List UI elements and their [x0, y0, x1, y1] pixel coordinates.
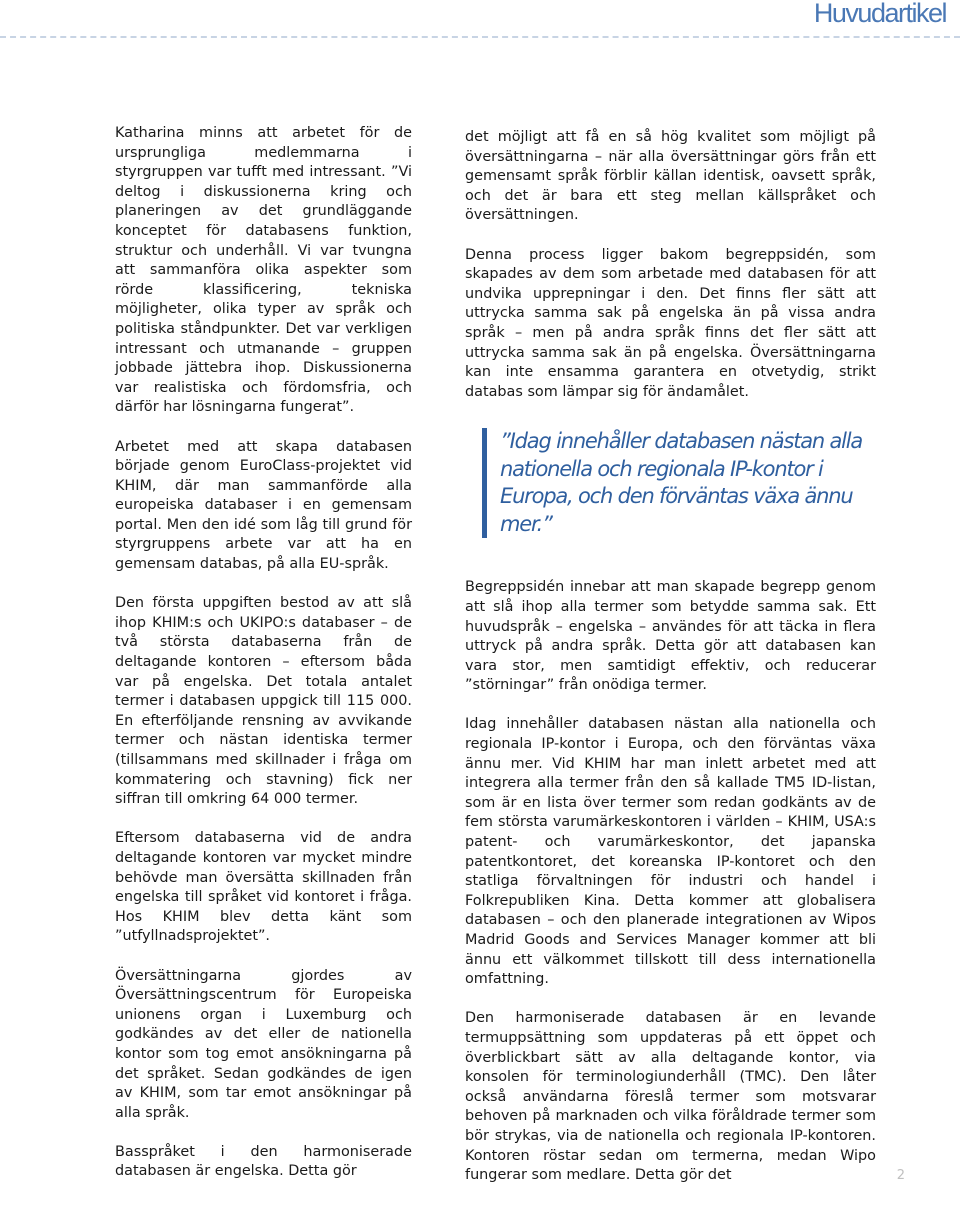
left-column — [115, 124, 412, 1202]
left-paragraph-4: Eftersom databaserna vid de andra deltagande kontoren var mycket mindre behövde man översätta skillnaden från engelska till språket vid kontoret i fråga. Hos KHIM blev detta känt som ”utfyllnadsprojektet”. — [115, 830, 412, 945]
left-paragraph-3: Den första uppgiften bestod av att slå ihop KHIM:s och UKIPO:s databaser – de två största databaserna från de deltagande kontoren – eftersom båda var på engelska. Det totala antalet termer i databasen uppgick till 115 000. En efterföljande rensning av avvikande termer och nästan identiska termer (tillsammans med skillnader i fråga om kommatering och stavning) fick ner siffran till omkring 64 000 termer. — [115, 595, 412, 808]
pull-quote: ”Idag innehåller databasen nästan alla nationella och regionala IP-kontor i Europa, och den förväntas växa ännu mer.” — [482, 428, 876, 538]
left-paragraph-1: Katharina minns att arbetet för de ursprungliga medlemmarna i styrgruppen var tufft med intressant. ”Vi deltog i diskussionerna kring och planeringen av det grundläggande konceptet för databasens funktion, struktur och underhåll. Vi var tvungna att sammanföra olika aspekter som rörde klassificering, tekniska möjligheter, olika typer av språk och politiska ståndpunkter. Det var verkligen intressant och utmanande – gruppen jobbade jättebra ihop. Diskussionerna var realistiska och fördomsfria, och därför har lösningarna fungerat”. — [115, 125, 412, 416]
section-title: Huvudartikel — [813, 0, 946, 28]
right-paragraph-5: Den harmoniserade databasen är en levande termuppsättning som uppdateras på ett öppet och överblickbart sätt av alla deltagande kontor, via konsolen för terminologiunderhåll (TMC). Den låter också användarna föreslå termer som motsvarar behoven på marknaden och vilka föråldrade termer som bör strykas, via de nationella och regionala IP-kontoren. Kontoren röstar sedan om termerna, medan Wipo fungerar som medlare. Detta gör det — [465, 1010, 876, 1184]
right-paragraph-1: det möjligt att få en så hög kvalitet som möjligt på översättningarna – när alla översättningar görs från ett gemensamt språk förblir källan identisk, oavsett språk, och det är bara ett steg mellan källspråket och översättningen. — [465, 129, 876, 224]
left-paragraph-5: Översättningarna gjordes av Översättningscentrum för Europeiska unionens organ i Luxemburg och godkändes av det eller de nationella kontor som tog emot ansökningarna på det språket. Sedan godkändes de igen av KHIM, som tar emot ansökningar på alla språk. — [115, 967, 412, 1121]
left-paragraph-6: Basspråket i den harmoniserade databasen är engelska. Detta gör — [115, 1143, 412, 1180]
right-paragraph-4: Idag innehåller databasen nästan alla nationella och regionala IP-kontor i Europa, och den förväntas växa ännu mer. Vid KHIM har man inlett arbetet med att integrera alla termer från den så kallade TM5 ID-listan, som är en lista över termer som redan godkänts av de fem största varumärkeskontoren i världen – KHIM, USA:s patent- och varumärkeskontor, det japanska patentkontoret, det koreanska IP-kontoret och den statliga förvaltningen för industri och handel i Folkrepubliken Kina. Detta kommer att globalisera databasen – och den planerade integrationen av Wipos Madrid Goods and Services Manager kommer att bli ännu ett välkommet tillskott till dess internationella omfattning. — [465, 716, 876, 988]
right-paragraph-3: Begreppsidén innebar att man skapade begrepp genom att slå ihop alla termer som betydde samma sak. Ett huvudspråk – engelska – användes för att täcka in flera uttryck på andra språk. Detta gör att databasen kan vara stor, men samtidigt effektiv, och reducerar ”störningar” från onödiga termer. — [465, 579, 876, 694]
right-paragraph-2: Denna process ligger bakom begreppsidén, som skapades av dem som arbetade med databasen för att undvika upprepningar i den. Det finns fler sätt att uttrycka samma sak på engelska än på vissa andra språk – men på andra språk finns det fler sätt att uttrycka samma sak än på engelska. Översättningarna kan inte ensamma garantera en otvetydig, strikt databas som lämpar sig för ändamålet. — [465, 246, 876, 400]
page-number: 2 — [896, 1168, 905, 1183]
left-paragraph-2: Arbetet med att skapa databasen började genom EuroClass-projektet vid KHIM, där man sammanförde alla europeiska databaser i en gemensam portal. Men den idé som låg till grund för styrgruppens arbete var att ha en gemensam databas, på alla EU-språk. — [115, 438, 412, 573]
right-column — [465, 128, 876, 1205]
header-dashed-rule — [0, 36, 960, 38]
